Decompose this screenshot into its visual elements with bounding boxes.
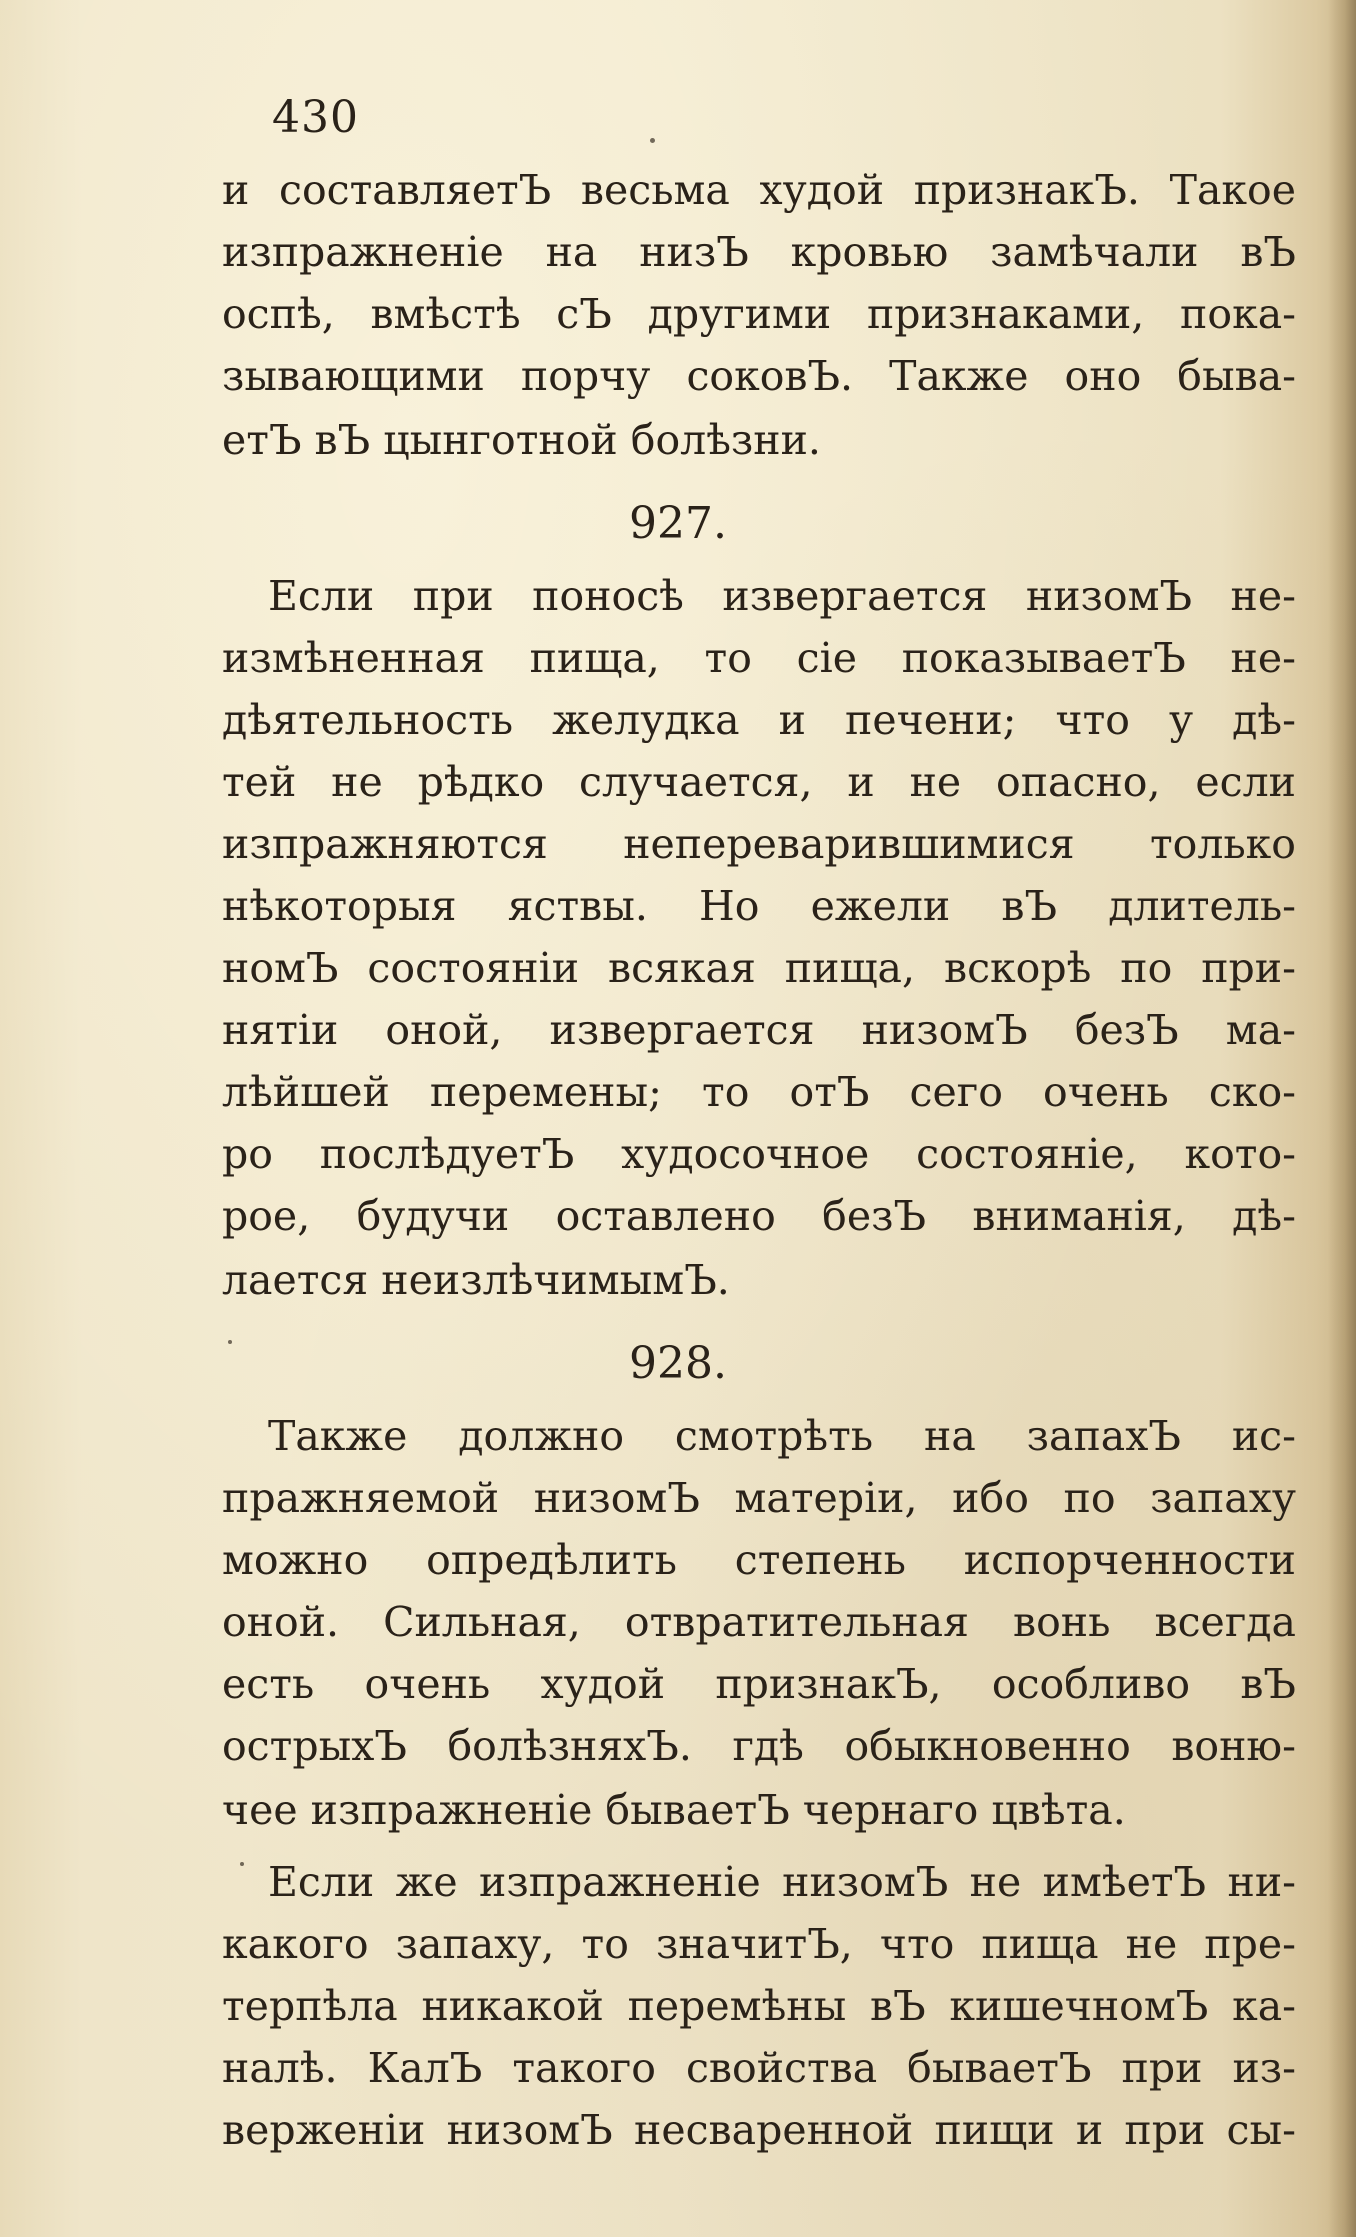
text-line: есть очень худой признакЪ, особливо вЪ — [222, 1660, 1296, 1708]
text-line: острыхЪ болѣзняхЪ. гдѣ обыкновенно воню- — [222, 1722, 1296, 1770]
text-line: какого запаху, то значитЪ, что пища не пре- — [222, 1920, 1296, 1968]
page-number: 430 — [272, 92, 359, 143]
text-line: лается неизлѣчимымЪ. — [222, 1256, 730, 1304]
text-line: оспѣ, вмѣстѣ сЪ другими признаками, пока- — [222, 290, 1296, 338]
text-line: нятіи оной, извергается низомЪ безЪ ма- — [222, 1006, 1296, 1054]
text-line: Если же изпражненіе низомЪ не имѣетЪ ни- — [268, 1858, 1296, 1906]
text-line: измѣненная пища, то сіе показываетЪ не- — [222, 634, 1296, 682]
text-line: пражняемой низомЪ матеріи, ибо по запаху — [222, 1474, 1296, 1522]
text-line: ро послѣдуетЪ худосочное состояніе, кото- — [222, 1130, 1296, 1178]
text-line: и составляетЪ весьма худой признакЪ. Такое — [222, 166, 1296, 214]
text-line: етЪ вЪ цынготной болѣзни. — [222, 416, 821, 464]
text-line: можно опредѣлить степень испорченности — [222, 1536, 1296, 1584]
text-line: изпражненіе на низЪ кровью замѣчали вЪ — [222, 228, 1296, 276]
text-line: налѣ. КалЪ такого свойства бываетЪ при из- — [222, 2044, 1296, 2092]
ink-speck — [228, 1340, 232, 1344]
text-line: оной. Сильная, отвратительная вонь всегда — [222, 1598, 1296, 1646]
ink-speck — [650, 138, 655, 143]
text-line: тей не рѣдко случается, и не опасно, если — [222, 758, 1296, 806]
text-line: изпражняются непереварившимися только — [222, 820, 1296, 868]
text-line: нѣкоторыя яствы. Но ежели вЪ длитель- — [222, 882, 1296, 930]
text-line: верженіи низомЪ несваренной пищи и при сы- — [222, 2106, 1296, 2154]
text-line: рое, будучи оставлено безЪ вниманія, дѣ- — [222, 1192, 1296, 1240]
page-edge-shadow — [1328, 0, 1356, 2237]
text-line: чее изпражненіе бываетЪ чернаго цвѣта. — [222, 1786, 1126, 1834]
section-number: 928. — [629, 1338, 727, 1389]
ink-speck — [240, 1862, 244, 1866]
text-line: зывающими порчу соковЪ. Также оно быва- — [222, 352, 1296, 400]
text-line: номЪ состояніи всякая пища, вскорѣ по при- — [222, 944, 1296, 992]
text-line: терпѣла никакой перемѣны вЪ кишечномЪ ка- — [222, 1982, 1296, 2030]
section-number: 927. — [629, 498, 727, 549]
text-line: Также должно смотрѣть на запахЪ ис- — [268, 1412, 1296, 1460]
text-line: лѣйшей перемены; то отЪ сего очень ско- — [222, 1068, 1296, 1116]
text-line: дѣятельность желудка и печени; что у дѣ- — [222, 696, 1296, 744]
text-line: Если при поносѣ извергается низомЪ не- — [268, 572, 1296, 620]
